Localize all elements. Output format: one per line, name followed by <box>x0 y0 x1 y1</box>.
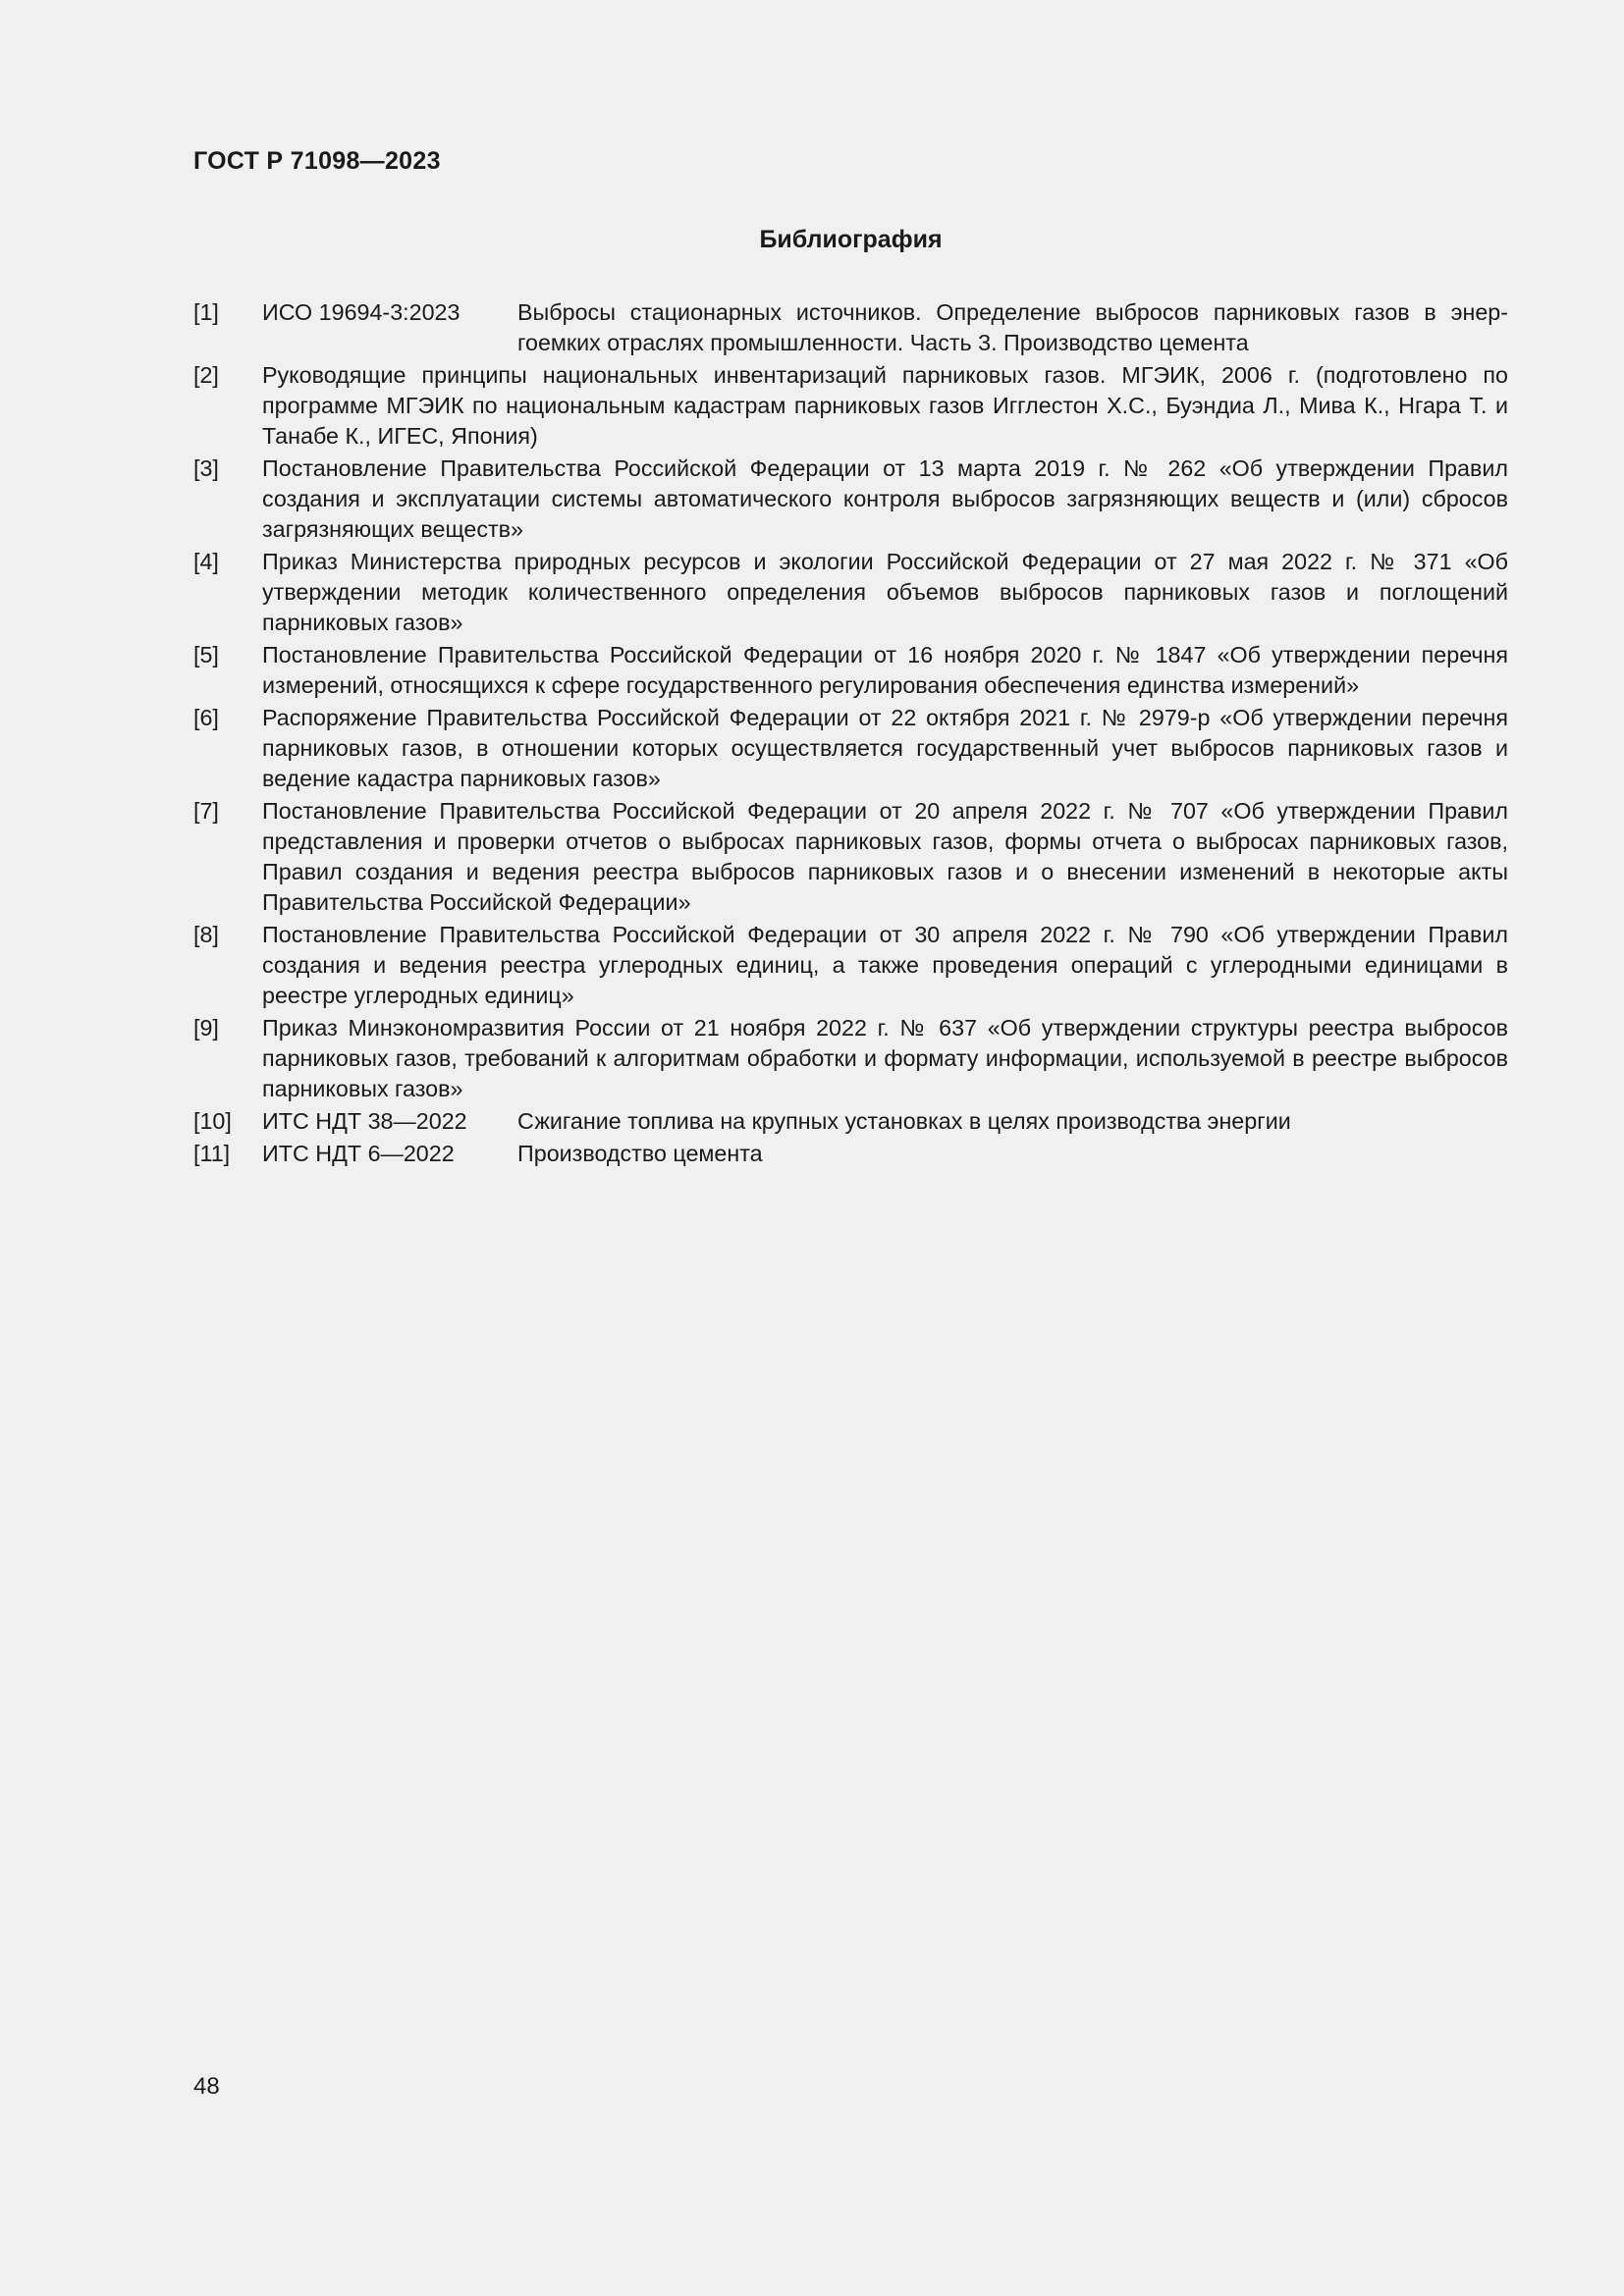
bib-code: ИСО 19694-3:2023 <box>262 299 460 325</box>
section-title: Библиография <box>759 226 943 253</box>
bib-number: [4] <box>193 549 219 574</box>
bib-entry-7 <box>193 796 1508 918</box>
bib-entry-11 <box>193 1139 1508 1169</box>
bib-entry-8 <box>193 920 1508 1011</box>
bib-text: Производство цемента <box>517 1141 763 1166</box>
bib-text: Выбросы стационарных источников. Определение выбросов парниковых газов в энергоемких отраслях промышленности. Часть 3. Производство цемента <box>517 299 1508 355</box>
bib-number: [5] <box>193 642 219 667</box>
bib-entry-10 <box>193 1106 1508 1137</box>
bib-text: Постановление Правительства Российской Федерации от 20 апреля 2022 г. № 707 «Об утверждении Правил представления и проверки отчетов о выбросах парниковых газов, формы отчета о выбросах парниковых газов, Правил создания и ведения реестра выбросов парниковых газов и о внесении изменений в некоторые акты Правительства Российской Федерации» <box>262 798 1508 915</box>
bib-text: Распоряжение Правительства Российской Федерации от 22 октября 2021 г. № 2979-р «Об утверждении перечня парниковых газов, в отношении которых осуществляется государственный учет выбросов парниковых газов и ведение кадастра парниковых газов» <box>262 705 1508 791</box>
bib-text: Постановление Правительства Российской Федерации от 13 марта 2019 г. № 262 «Об утверждении Правил создания и эксплуатации системы автоматического контроля выбросов загрязняющих веществ и (или) сбросов загрязняющих веществ» <box>262 455 1508 542</box>
bib-number: [2] <box>193 362 219 388</box>
bib-entry-9 <box>193 1013 1508 1104</box>
bib-entry-5 <box>193 640 1508 701</box>
bib-entry-6 <box>193 703 1508 794</box>
bib-text: Руководящие принципы национальных инвентаризаций парниковых газов. МГЭИК, 2006 г. (подготовлено по программе МГЭИК по национальным кадастрам парниковых газов Игглестон Х.С., Буэндиа Л., Мива К., Нгара Т. и Танабе К., ИГЕС, Япония) <box>262 362 1508 449</box>
document-code-header: ГОСТ Р 71098—2023 <box>193 147 441 175</box>
bib-entry-3 <box>193 454 1508 545</box>
bib-entry-4 <box>193 547 1508 638</box>
page-number: 48 <box>193 2073 220 2100</box>
bib-text: Приказ Министерства природных ресурсов и экологии Российской Федерации от 27 мая 2022 г. № 371 «Об утверждении методик количественного определения объемов выбросов парниковых газов и поглощений парниковых газов» <box>262 549 1508 635</box>
bib-text: Постановление Правительства Российской Федерации от 30 апреля 2022 г. № 790 «Об утверждении Правил создания и ведения реестра углеродных единиц, а также проведения операций с углеродными единицами в реестре углеродных единиц» <box>262 922 1508 1008</box>
bib-text: Постановление Правительства Российской Федерации от 16 ноября 2020 г. № 1847 «Об утверждении перечня измерений, относящихся к сфере государственного регулирования обеспечения единства измерений» <box>262 642 1508 698</box>
bib-entry-1 <box>193 297 1508 358</box>
bib-number: [1] <box>193 299 219 325</box>
bib-text: Приказ Минэкономразвития России от 21 ноября 2022 г. № 637 «Об утверждении структуры реестра выбросов парниковых газов, требований к алгоритмам обработки и формату информации, используемой в реестре выбросов парниковых газов» <box>262 1015 1508 1101</box>
bibliography-list <box>193 297 1508 1171</box>
bib-code: ИТС НДТ 6—2022 <box>262 1141 455 1166</box>
bib-number: [9] <box>193 1015 219 1041</box>
bib-text: Сжигание топлива на крупных установках в целях производства энергии <box>517 1108 1291 1134</box>
bib-number: [7] <box>193 798 219 824</box>
bib-number: [3] <box>193 455 219 481</box>
bib-number: [10] <box>193 1108 232 1134</box>
bib-entry-2 <box>193 360 1508 452</box>
bib-number: [11] <box>193 1141 231 1166</box>
bib-number: [6] <box>193 705 219 730</box>
bib-number: [8] <box>193 922 219 947</box>
bib-code: ИТС НДТ 38—2022 <box>262 1108 467 1134</box>
